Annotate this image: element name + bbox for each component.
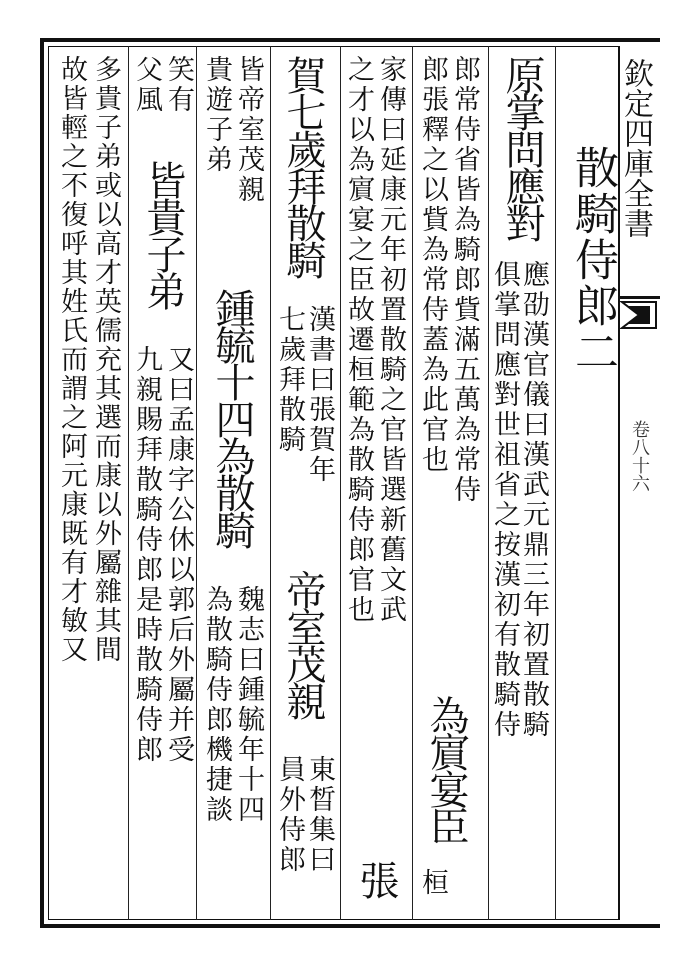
commentary-line: 九親賜拜散騎侍郎是時散騎侍郎 — [131, 345, 162, 765]
margin-separator — [618, 296, 660, 299]
column-rule — [270, 46, 271, 920]
column-rule — [196, 46, 197, 920]
commentary-line: 郎常侍省皆為騎郎貲滿五萬為常侍 — [449, 55, 480, 505]
margin-book-title: 欽定四庫全書 — [618, 58, 653, 238]
column-rule — [340, 46, 341, 920]
entry-title: 張 — [353, 860, 399, 897]
entry-title: 帝室茂親 — [280, 570, 326, 718]
commentary-line: 俱掌問應對世祖省之按漢初有散騎侍 — [489, 260, 520, 740]
commentary-line: 貴遊子弟 — [201, 55, 232, 175]
commentary-line: 多貴子弟或以高才英儒充其選而康以外屬雜其間 — [90, 55, 121, 664]
column-rule — [555, 46, 556, 920]
column-rule — [128, 46, 129, 920]
entry-title: 皆貴子弟 — [140, 160, 186, 308]
margin-volume: 卷八十六 — [629, 420, 650, 492]
commentary-line: 郎張釋之以貲為常侍蓋為此官也 — [417, 55, 448, 475]
commentary-line: 七歲拜散騎 — [274, 305, 305, 455]
section-heading: 散騎侍郎二 — [567, 145, 618, 375]
commentary-line: 之才以為賔宴之臣故遷桓範為散騎侍郎官也 — [343, 55, 374, 625]
commentary-line: 為散騎侍郎機捷談 — [201, 585, 232, 825]
commentary-line: 家傳曰延康元年初置散騎之官皆選新舊文武 — [375, 55, 406, 625]
commentary-line: 桓 — [417, 868, 448, 898]
column-rule — [412, 46, 413, 920]
commentary-line: 又曰孟康字公休以郭后外屬并受 — [163, 345, 194, 765]
commentary-line: 東晳集曰 — [304, 755, 335, 875]
entry-title: 原掌問應對 — [499, 55, 545, 240]
entry-title: 賀七歲拜散騎 — [280, 55, 326, 277]
commentary-line: 漢書曰張賀年 — [304, 305, 335, 485]
commentary-line: 員外侍郎 — [274, 755, 305, 875]
commentary-line: 皆帝室茂親 — [233, 55, 264, 205]
commentary-line: 故皆輕之不復呼其姓氏而謂之阿元康既有才敏又 — [56, 55, 87, 664]
entry-title: 為賔宴臣 — [423, 695, 469, 843]
commentary-line: 應劭漢官儀曰漢武元鼎三年初置散騎 — [518, 260, 549, 740]
commentary-line: 父風 — [131, 55, 162, 115]
commentary-line: 笑有 — [163, 55, 194, 115]
entry-title: 鍾毓十四為散騎 — [209, 288, 255, 547]
commentary-line: 魏志曰鍾毓年十四 — [233, 585, 264, 825]
fish-tail-ornament-icon — [620, 300, 658, 330]
